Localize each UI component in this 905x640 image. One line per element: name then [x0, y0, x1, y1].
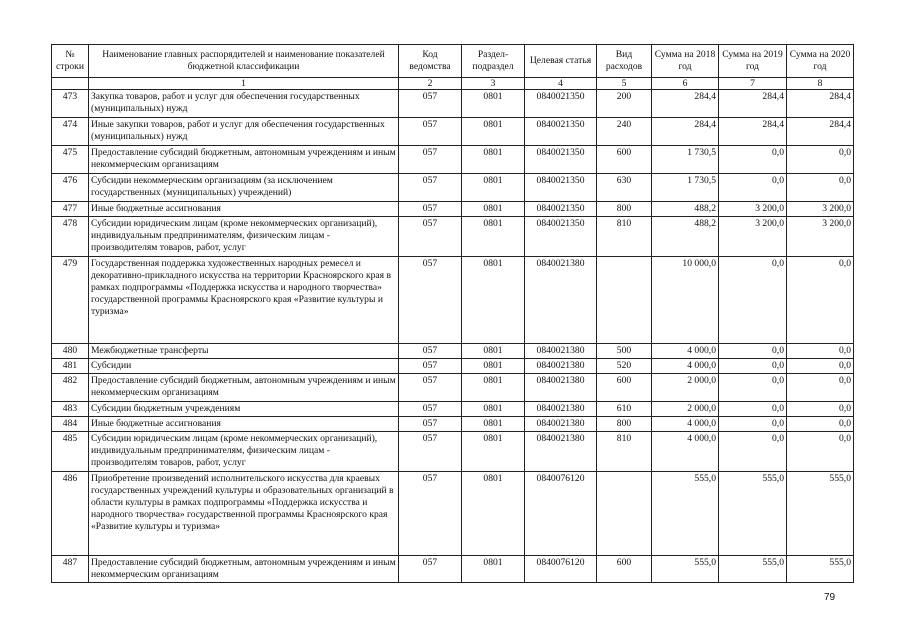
row-sum-2020: 0,0: [787, 146, 854, 174]
row-section: 0801: [462, 556, 525, 583]
row-sum-2020: 0,0: [787, 374, 854, 402]
row-sum-2018: 2 000,0: [652, 402, 719, 417]
row-sum-2020: 3 200,0: [787, 217, 854, 257]
row-name: Закупка товаров, работ и услуг для обеспечения государственных (муниципальных) нужд: [89, 90, 399, 118]
row-name: Субсидии юридическим лицам (кроме некоммерческих организаций), индивидуальным предпринимателям, физическим лицам - производителям товаров, работ, услуг: [89, 217, 399, 257]
header-section: Раздел-подраздел: [462, 45, 525, 78]
table-row: [52, 432, 854, 472]
table-row: [52, 374, 854, 402]
row-target-article: 0840021380: [525, 417, 597, 432]
row-number: 478: [52, 217, 89, 257]
row-dept-code: 057: [399, 402, 462, 417]
row-sum-2018: 4 000,0: [652, 432, 719, 472]
row-section: 0801: [462, 432, 525, 472]
row-number: 475: [52, 146, 89, 174]
row-target-article: 0840021350: [525, 217, 597, 257]
row-name: Государственная поддержка художественных народных ремесел и декоративно-прикладного искусства на территории Красноярского края в рамках подпрограммы «Поддержка искусства и народного творчества» государственной программы Красноярского края «Развитие культуры и туризма»: [89, 257, 399, 344]
row-section: 0801: [462, 374, 525, 402]
row-number: 485: [52, 432, 89, 472]
row-sum-2018: 4 000,0: [652, 359, 719, 374]
row-dept-code: 057: [399, 118, 462, 146]
row-expense-type: [597, 472, 652, 556]
row-sum-2018: 555,0: [652, 472, 719, 556]
row-section: 0801: [462, 146, 525, 174]
row-sum-2019: 0,0: [719, 359, 787, 374]
budget-table: [51, 44, 854, 583]
header-number-cell: 6: [652, 78, 719, 90]
row-section: 0801: [462, 118, 525, 146]
row-dept-code: 057: [399, 217, 462, 257]
header-sum-2018: Сумма на 2018 год: [652, 45, 719, 78]
row-dept-code: 057: [399, 90, 462, 118]
row-sum-2019: 0,0: [719, 417, 787, 432]
row-section: 0801: [462, 472, 525, 556]
row-name: Субсидии: [89, 359, 399, 374]
header-sum-2020: Сумма на 2020 год: [787, 45, 854, 78]
row-name: Межбюджетные трансферты: [89, 344, 399, 359]
table-body: [52, 90, 854, 583]
row-sum-2020: 0,0: [787, 174, 854, 202]
row-sum-2018: 488,2: [652, 217, 719, 257]
row-name: Предоставление субсидий бюджетным, автономным учреждениям и иным некоммерческим организациям: [89, 556, 399, 583]
row-name: Субсидии некоммерческим организациям (за исключением государственных (муниципальных) учреждений): [89, 174, 399, 202]
row-dept-code: 057: [399, 174, 462, 202]
row-sum-2018: 284,4: [652, 118, 719, 146]
row-target-article: 0840021350: [525, 90, 597, 118]
row-sum-2019: 555,0: [719, 472, 787, 556]
row-expense-type: 630: [597, 174, 652, 202]
row-expense-type: 600: [597, 374, 652, 402]
header-dept-code: Код ведомства: [399, 45, 462, 78]
row-sum-2020: 0,0: [787, 432, 854, 472]
table-row: [52, 90, 854, 118]
row-sum-2020: 284,4: [787, 90, 854, 118]
row-dept-code: 057: [399, 374, 462, 402]
row-dept-code: 057: [399, 257, 462, 344]
row-name: Иные закупки товаров, работ и услуг для обеспечения государственных (муниципальных) нужд: [89, 118, 399, 146]
header-row-number: № строки: [52, 45, 89, 78]
table-row: [52, 417, 854, 432]
row-expense-type: 800: [597, 202, 652, 217]
row-sum-2018: 4 000,0: [652, 344, 719, 359]
row-section: 0801: [462, 344, 525, 359]
row-sum-2018: 488,2: [652, 202, 719, 217]
row-sum-2018: 1 730,5: [652, 146, 719, 174]
row-sum-2019: 284,4: [719, 118, 787, 146]
header-numbers-row: [52, 78, 854, 90]
row-number: 477: [52, 202, 89, 217]
header-number-cell: [52, 78, 89, 90]
row-number: 484: [52, 417, 89, 432]
row-sum-2020: 0,0: [787, 417, 854, 432]
row-sum-2018: 284,4: [652, 90, 719, 118]
header-number-cell: 5: [597, 78, 652, 90]
row-name: Субсидии бюджетным учреждениям: [89, 402, 399, 417]
row-sum-2019: 0,0: [719, 402, 787, 417]
row-number: 474: [52, 118, 89, 146]
header-target-article: Целевая статья: [525, 45, 597, 78]
row-sum-2020: 0,0: [787, 257, 854, 344]
table-row: [52, 202, 854, 217]
row-sum-2018: 4 000,0: [652, 417, 719, 432]
row-number: 479: [52, 257, 89, 344]
row-sum-2020: 0,0: [787, 344, 854, 359]
row-section: 0801: [462, 402, 525, 417]
row-sum-2019: 0,0: [719, 374, 787, 402]
row-expense-type: 800: [597, 417, 652, 432]
table-row: [52, 257, 854, 344]
row-sum-2020: 0,0: [787, 359, 854, 374]
row-section: 0801: [462, 417, 525, 432]
row-sum-2020: 284,4: [787, 118, 854, 146]
header-number-cell: 8: [787, 78, 854, 90]
table-row: [52, 472, 854, 556]
header-expense-type: Вид расходов: [597, 45, 652, 78]
row-number: 480: [52, 344, 89, 359]
row-sum-2020: 555,0: [787, 472, 854, 556]
table-row: [52, 217, 854, 257]
row-section: 0801: [462, 359, 525, 374]
table-header-row: [52, 45, 854, 78]
row-number: 481: [52, 359, 89, 374]
row-number: 473: [52, 90, 89, 118]
row-section: 0801: [462, 174, 525, 202]
table-row: [52, 402, 854, 417]
row-sum-2019: 3 200,0: [719, 202, 787, 217]
row-expense-type: 810: [597, 217, 652, 257]
row-sum-2019: 0,0: [719, 174, 787, 202]
row-sum-2018: 555,0: [652, 556, 719, 583]
row-sum-2020: 0,0: [787, 402, 854, 417]
row-sum-2019: 284,4: [719, 90, 787, 118]
row-target-article: 0840021350: [525, 146, 597, 174]
row-number: 486: [52, 472, 89, 556]
row-expense-type: 200: [597, 90, 652, 118]
row-name: Субсидии юридическим лицам (кроме некоммерческих организаций), индивидуальным предпринимателям, физическим лицам - производителям товаров, работ, услуг: [89, 432, 399, 472]
row-number: 487: [52, 556, 89, 583]
row-target-article: 0840021380: [525, 402, 597, 417]
row-expense-type: 600: [597, 146, 652, 174]
row-dept-code: 057: [399, 344, 462, 359]
row-dept-code: 057: [399, 472, 462, 556]
table-row: [52, 344, 854, 359]
row-expense-type: [597, 257, 652, 344]
row-name: Предоставление субсидий бюджетным, автономным учреждениям и иным некоммерческим организациям: [89, 146, 399, 174]
budget-table-sheet: [51, 44, 853, 583]
row-target-article: 0840076120: [525, 472, 597, 556]
row-section: 0801: [462, 90, 525, 118]
table-row: [52, 146, 854, 174]
row-name: Иные бюджетные ассигнования: [89, 202, 399, 217]
row-name: Предоставление субсидий бюджетным, автономным учреждениям и иным некоммерческим организациям: [89, 374, 399, 402]
row-expense-type: 610: [597, 402, 652, 417]
page-number: 79: [824, 592, 836, 603]
row-number: 476: [52, 174, 89, 202]
row-sum-2019: 555,0: [719, 556, 787, 583]
row-section: 0801: [462, 202, 525, 217]
row-dept-code: 057: [399, 359, 462, 374]
row-dept-code: 057: [399, 432, 462, 472]
header-number-cell: 3: [462, 78, 525, 90]
row-target-article: 0840021380: [525, 432, 597, 472]
row-section: 0801: [462, 217, 525, 257]
row-expense-type: 600: [597, 556, 652, 583]
table-row: [52, 174, 854, 202]
row-sum-2019: 0,0: [719, 344, 787, 359]
row-target-article: 0840021350: [525, 118, 597, 146]
row-sum-2018: 10 000,0: [652, 257, 719, 344]
header-number-cell: 7: [719, 78, 787, 90]
row-target-article: 0840021380: [525, 257, 597, 344]
row-sum-2018: 2 000,0: [652, 374, 719, 402]
row-expense-type: 520: [597, 359, 652, 374]
row-sum-2019: 0,0: [719, 432, 787, 472]
row-sum-2018: 1 730,5: [652, 174, 719, 202]
row-number: 483: [52, 402, 89, 417]
table-row: [52, 556, 854, 583]
header-name: Наименование главных распорядителей и наименование показателей бюджетной классификации: [89, 45, 399, 78]
header-number-cell: 1: [89, 78, 399, 90]
row-sum-2019: 0,0: [719, 146, 787, 174]
row-expense-type: 240: [597, 118, 652, 146]
row-dept-code: 057: [399, 556, 462, 583]
header-sum-2019: Сумма на 2019 год: [719, 45, 787, 78]
row-dept-code: 057: [399, 417, 462, 432]
row-target-article: 0840021380: [525, 359, 597, 374]
table-row: [52, 118, 854, 146]
row-name: Приобретение произведений исполнительского искусства для краевых государственных учреждений культуры и образовательных организаций в области культуры в рамках подпрограммы «Поддержка искусства и народного творчества» государственной программы Красноярского края «Развитие культуры и туризма»: [89, 472, 399, 556]
row-target-article: 0840021380: [525, 374, 597, 402]
row-section: 0801: [462, 257, 525, 344]
row-target-article: 0840021350: [525, 202, 597, 217]
table-row: [52, 359, 854, 374]
row-target-article: 0840021380: [525, 344, 597, 359]
row-sum-2020: 3 200,0: [787, 202, 854, 217]
row-target-article: 0840021350: [525, 174, 597, 202]
row-sum-2019: 0,0: [719, 257, 787, 344]
header-number-cell: 2: [399, 78, 462, 90]
row-dept-code: 057: [399, 146, 462, 174]
row-name: Иные бюджетные ассигнования: [89, 417, 399, 432]
row-dept-code: 057: [399, 202, 462, 217]
row-expense-type: 500: [597, 344, 652, 359]
row-target-article: 0840076120: [525, 556, 597, 583]
row-number: 482: [52, 374, 89, 402]
row-expense-type: 810: [597, 432, 652, 472]
row-sum-2020: 555,0: [787, 556, 854, 583]
header-number-cell: 4: [525, 78, 597, 90]
row-sum-2019: 3 200,0: [719, 217, 787, 257]
